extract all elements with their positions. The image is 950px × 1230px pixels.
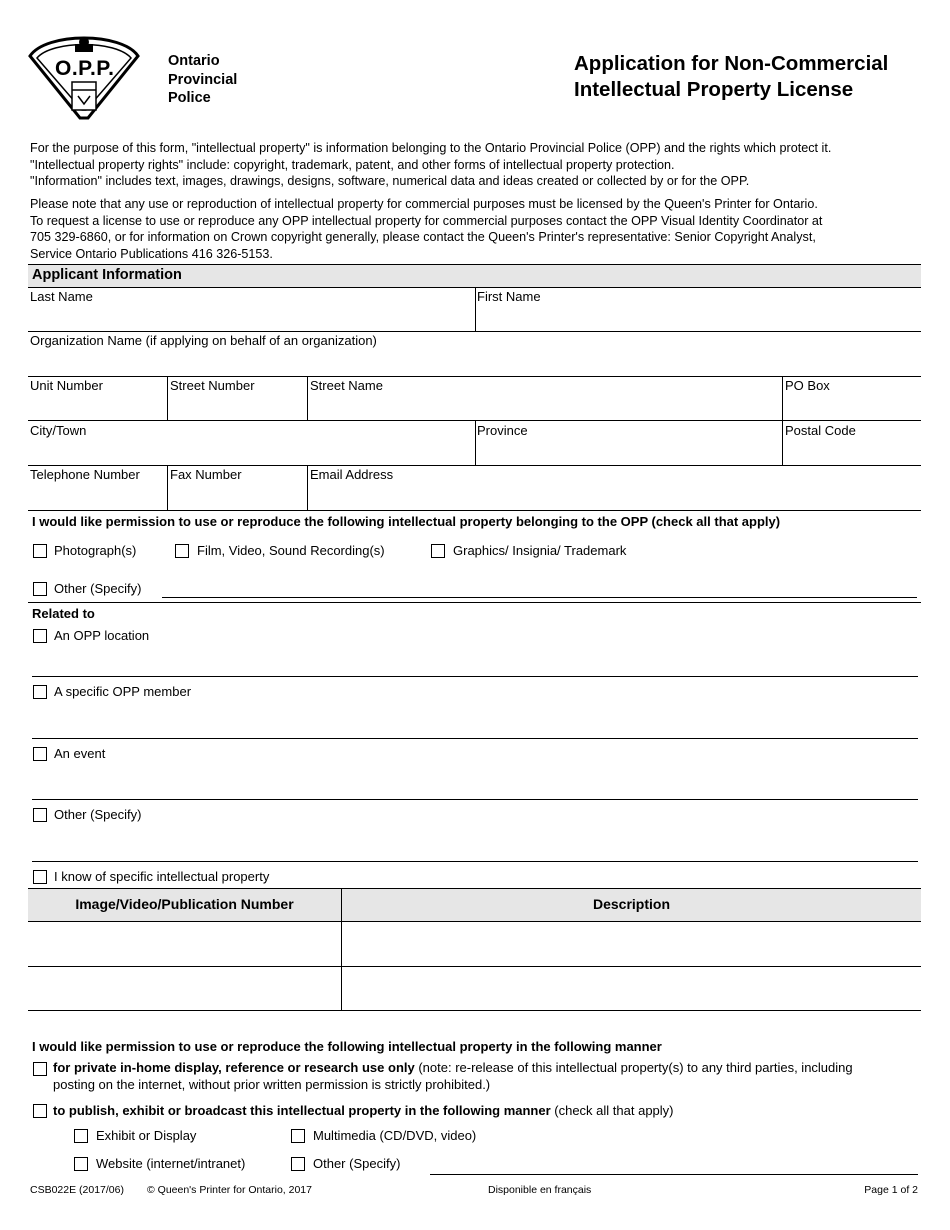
permission-other-label: Other (Specify)	[54, 581, 142, 596]
opp-member-checkbox[interactable]	[33, 685, 47, 699]
fax-field[interactable]	[168, 466, 306, 509]
fax-label: Fax Number	[170, 467, 242, 482]
province-label: Province	[477, 423, 528, 438]
opp-member-input[interactable]	[32, 738, 918, 739]
organization-name-label: Organization Name (if applying on behalf of an organization)	[30, 333, 377, 348]
divider	[28, 888, 921, 889]
title-line: Application for Non-Commercial	[574, 52, 889, 75]
intro-line: "Information" includes text, images, drawings, designs, software, numerical data and ideas created or collected by or for the OPP.	[30, 174, 750, 188]
ip-col-number-header: Image/Video/Publication Number	[75, 896, 294, 912]
form-title	[574, 51, 888, 103]
private-use-bold: for private in-home display, reference or research use only	[53, 1060, 415, 1075]
city-field[interactable]	[28, 421, 474, 464]
applicant-heading: Applicant Information	[32, 267, 182, 283]
intro-line: To request a license to use or reproduce any OPP intellectual property for commercial purposes contact the OPP Visual Identity Coordinator at	[30, 213, 823, 228]
province-field[interactable]	[476, 421, 781, 464]
film-video-label: Film, Video, Sound Recording(s)	[197, 543, 385, 558]
telephone-field[interactable]	[28, 466, 166, 509]
org-name	[168, 52, 237, 108]
event-input[interactable]	[32, 799, 918, 800]
photograph-checkbox[interactable]	[33, 544, 47, 558]
publish-bold: to publish, exhibit or broadcast this intellectual property in the following manner	[53, 1103, 551, 1118]
last-name-label: Last Name	[30, 289, 93, 304]
private-use-note: (note: re-release of this intellectual property(s) to any third parties, including	[414, 1060, 853, 1075]
email-label: Email Address	[310, 467, 394, 482]
page-number: Page 1 of 2	[864, 1184, 918, 1196]
last-name-field[interactable]	[28, 288, 474, 331]
opp-member-label: A specific OPP member	[54, 684, 192, 699]
po-box-label: PO Box	[785, 378, 830, 393]
logo-text: O.P.P.	[55, 57, 115, 80]
manner-other-input[interactable]	[430, 1174, 918, 1175]
divider	[28, 510, 921, 511]
manner-other-label: Other (Specify)	[313, 1156, 401, 1171]
opp-location-label: An OPP location	[54, 628, 150, 643]
graphics-label: Graphics/ Insignia/ Trademark	[453, 543, 627, 558]
street-name-label: Street Name	[310, 378, 383, 393]
related-other-checkbox[interactable]	[33, 808, 47, 822]
related-other-label: Other (Specify)	[54, 807, 142, 822]
street-name-field[interactable]	[308, 377, 781, 420]
event-label: An event	[54, 746, 106, 761]
intro-line: For the purpose of this form, "intellectual property" is information belonging to the Ontario Provincial Police (OPP) and the rights which protect it.	[30, 141, 832, 155]
intro-line: "Intellectual property rights" include: copyright, trademark, patent, and other forms of intellectual property protection.	[30, 157, 675, 172]
private-use-checkbox[interactable]	[33, 1062, 47, 1076]
divider	[28, 264, 921, 265]
ip-col-description-header: Description	[592, 896, 670, 912]
title-line: Intellectual Property License	[574, 78, 854, 101]
permission-other-checkbox[interactable]	[33, 582, 47, 596]
intro-line: Service Ontario Publications 416 326-5153.	[30, 246, 273, 261]
website-label: Website (internet/intranet)	[96, 1156, 246, 1171]
related-heading: Related to	[32, 606, 95, 621]
organization-name-field[interactable]	[28, 332, 921, 375]
permission-heading: I would like permission to use or reproduce the following intellectual property belonging to the OPP (check all that apply)	[32, 514, 781, 529]
intro-line: 705 329-6860, or for information on Crown copyright generally, please contact the Queen's Printer's representative: Senior Copyright Analyst,	[30, 230, 816, 244]
ip-row-1-number[interactable]	[28, 922, 340, 965]
publish-checkbox[interactable]	[33, 1104, 47, 1118]
org-line: Police	[168, 90, 211, 106]
org-line: Provincial	[168, 71, 238, 88]
ip-row-2-description[interactable]	[342, 967, 921, 1009]
know-specific-checkbox[interactable]	[33, 870, 47, 884]
street-number-field[interactable]	[168, 377, 306, 420]
ip-row-2-number[interactable]	[28, 967, 340, 1009]
unit-number-field[interactable]	[28, 377, 166, 420]
related-other-input[interactable]	[32, 861, 918, 862]
opp-logo	[26, 26, 142, 122]
know-specific-label: I know of specific intellectual property	[54, 869, 270, 884]
intro-commercial-note	[30, 196, 925, 262]
exhibit-checkbox[interactable]	[74, 1129, 88, 1143]
divider	[28, 602, 921, 603]
private-use-note-line2: posting on the internet, without prior written permission is strictly prohibited.)	[53, 1077, 491, 1092]
intro-definitions	[30, 140, 925, 190]
website-checkbox[interactable]	[74, 1157, 88, 1171]
publish-label	[53, 1103, 674, 1119]
permission-other-input[interactable]	[162, 597, 917, 598]
photograph-label: Photograph(s)	[54, 543, 137, 558]
unit-number-label: Unit Number	[30, 378, 103, 393]
postal-code-label: Postal Code	[785, 423, 856, 438]
intro-line: Please note that any use or reproduction of intellectual property for commercial purposes must be licensed by the Queen's Printer for Ontario.	[30, 197, 818, 211]
private-use-label	[53, 1060, 853, 1076]
manner-other-checkbox[interactable]	[291, 1157, 305, 1171]
film-video-checkbox[interactable]	[175, 544, 189, 558]
exhibit-label: Exhibit or Display	[96, 1128, 197, 1143]
multimedia-label: Multimedia (CD/DVD, video)	[313, 1128, 477, 1143]
street-number-label: Street Number	[170, 378, 255, 393]
telephone-label: Telephone Number	[30, 467, 140, 482]
opp-location-checkbox[interactable]	[33, 629, 47, 643]
form-code: CSB022E (2017/06)	[30, 1184, 124, 1196]
graphics-checkbox[interactable]	[431, 544, 445, 558]
city-label: City/Town	[30, 423, 87, 438]
first-name-label: First Name	[477, 289, 541, 304]
divider	[28, 1010, 921, 1011]
manner-heading: I would like permission to use or reproduce the following intellectual property in the following manner	[32, 1039, 662, 1054]
postal-code-field[interactable]	[783, 421, 921, 464]
multimedia-checkbox[interactable]	[291, 1129, 305, 1143]
event-checkbox[interactable]	[33, 747, 47, 761]
po-box-field[interactable]	[783, 377, 921, 420]
copyright: © Queen's Printer for Ontario, 2017	[147, 1184, 312, 1196]
email-field[interactable]	[308, 466, 921, 509]
ip-row-1-description[interactable]	[342, 922, 921, 965]
first-name-field[interactable]	[476, 288, 921, 331]
opp-location-input[interactable]	[32, 676, 918, 677]
publish-note: (check all that apply)	[550, 1103, 674, 1118]
org-line: Ontario	[168, 53, 220, 69]
french-availability: Disponible en français	[488, 1184, 592, 1196]
